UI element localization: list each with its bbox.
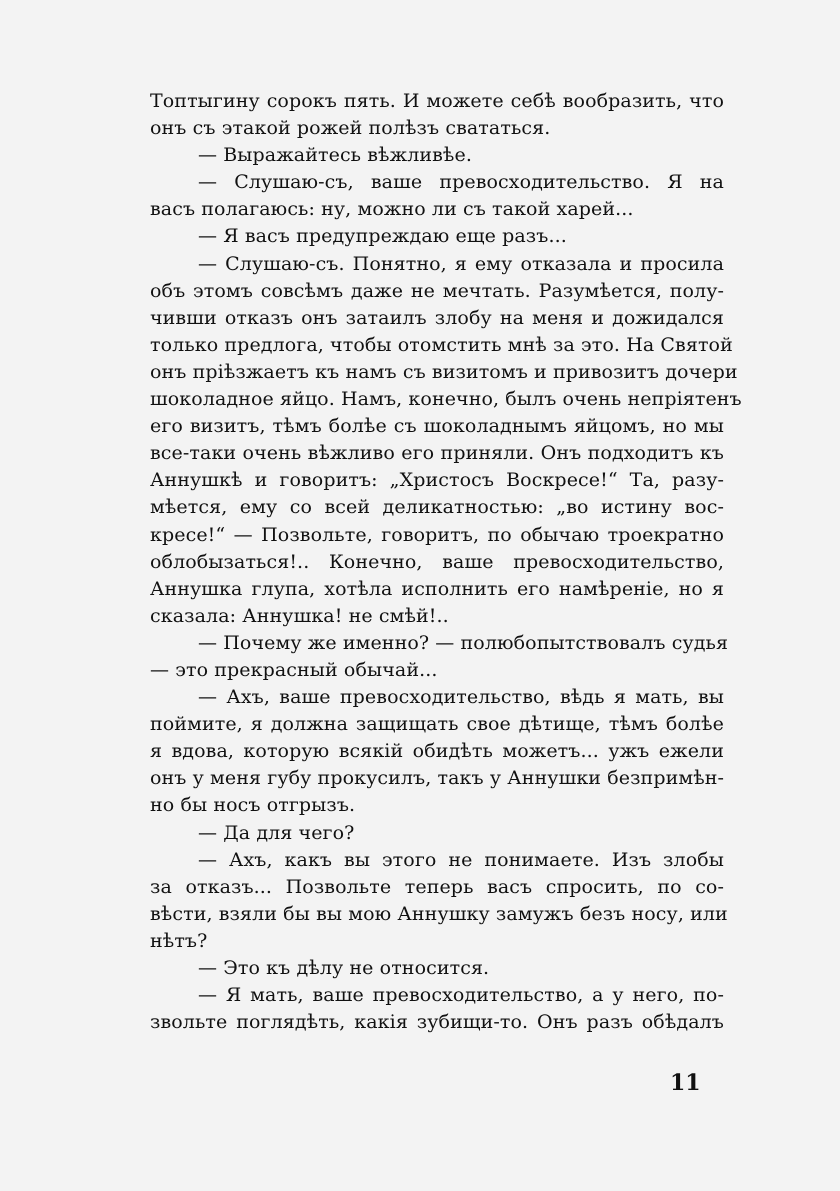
text-line: но бы носъ отгрызъ.	[150, 794, 356, 817]
text-line: — Выражайтесь вѣжливѣе.	[198, 144, 472, 167]
text-line: — Да для чего?	[198, 821, 355, 844]
text-line: — Это къ дѣлу не относится.	[198, 957, 490, 979]
text-line: облобызаться!.. Конечно, ваше превосходительство,	[150, 550, 724, 573]
text-line: — Почему же именно? — полюбопытствовалъ судья	[198, 631, 729, 654]
text-line: шоколадное яйцо. Намъ, конечно, былъ очень непріятенъ	[150, 388, 742, 411]
text-line: сказала: Аннушка! не смѣй!..	[150, 604, 449, 627]
text-line: — это прекрасный обычай...	[150, 658, 438, 681]
text-line: за отказъ... Позвольте теперь васъ спросить, по со-	[150, 875, 724, 898]
text-line: я вдова, которую всякій обидѣть можетъ... ужъ ежели	[150, 740, 724, 763]
text-line: Топтыгину сорокъ пять. И можете себѣ вообразить, что	[150, 90, 724, 112]
body-text	[150, 88, 742, 1036]
text-line: васъ полагаюсь: ну, можно ли съ такой харей...	[150, 198, 634, 221]
text-line: только предлога, чтобы отомстить мнѣ за это. На Святой	[150, 333, 733, 356]
page-number: 11	[670, 1070, 701, 1096]
text-line: нѣтъ?	[150, 929, 208, 952]
text-line: — Ахъ, какъ вы этого не понимаете. Изъ злобы	[198, 848, 724, 871]
text-line: — Ахъ, ваше превосходительство, вѣдь я мать, вы	[198, 686, 724, 709]
text-line: поймите, я должна защищать свое дѣтище, тѣмъ болѣе	[150, 713, 724, 736]
text-line: мѣется, ему со всей деликатностью: „во истину вос-	[150, 496, 724, 519]
text-line: объ этомъ совсѣмъ даже не мечтать. Разумѣется, полу-	[150, 279, 724, 302]
text-line: чивши отказъ онъ затаилъ злобу на меня и дожидался	[150, 306, 724, 329]
text-line: Аннушка глупа, хотѣла исполнить его намѣреніе, но я	[150, 577, 724, 600]
text-line: — Я васъ предупреждаю еще разъ...	[198, 225, 567, 248]
text-line: — Слушаю-съ, ваше превосходительство. Я на	[198, 171, 724, 194]
text-line: — Я мать, ваше превосходительство, а у него, по-	[198, 984, 724, 1007]
text-line: звольте поглядѣть, какія зубищи-то. Онъ разъ обѣдалъ	[150, 1011, 724, 1034]
text-line: онъ съ этакой рожей полѣзъ свататься.	[150, 117, 551, 140]
text-line: Аннушкѣ и говоритъ: „Христосъ Воскресе!“ Та, разу-	[150, 469, 724, 492]
text-line: онъ у меня губу прокусилъ, такъ у Аннушки безпримѣн-	[150, 767, 725, 790]
text-line: вѣсти, взяли бы вы мою Аннушку замужъ безъ носу, или	[150, 902, 728, 925]
text-line: кресе!“ — Позвольте, говоритъ, по обычаю троекратно	[150, 523, 724, 546]
text-line: онъ пріѣзжаетъ къ намъ съ визитомъ и привозитъ дочери	[150, 360, 738, 383]
text-line: — Слушаю-съ. Понятно, я ему отказала и просила	[198, 252, 724, 275]
text-line: все-таки очень вѣжливо его приняли. Онъ подходитъ къ	[150, 442, 724, 465]
text-line: его визитъ, тѣмъ болѣе съ шоколаднымъ яйцомъ, но мы	[150, 415, 724, 438]
